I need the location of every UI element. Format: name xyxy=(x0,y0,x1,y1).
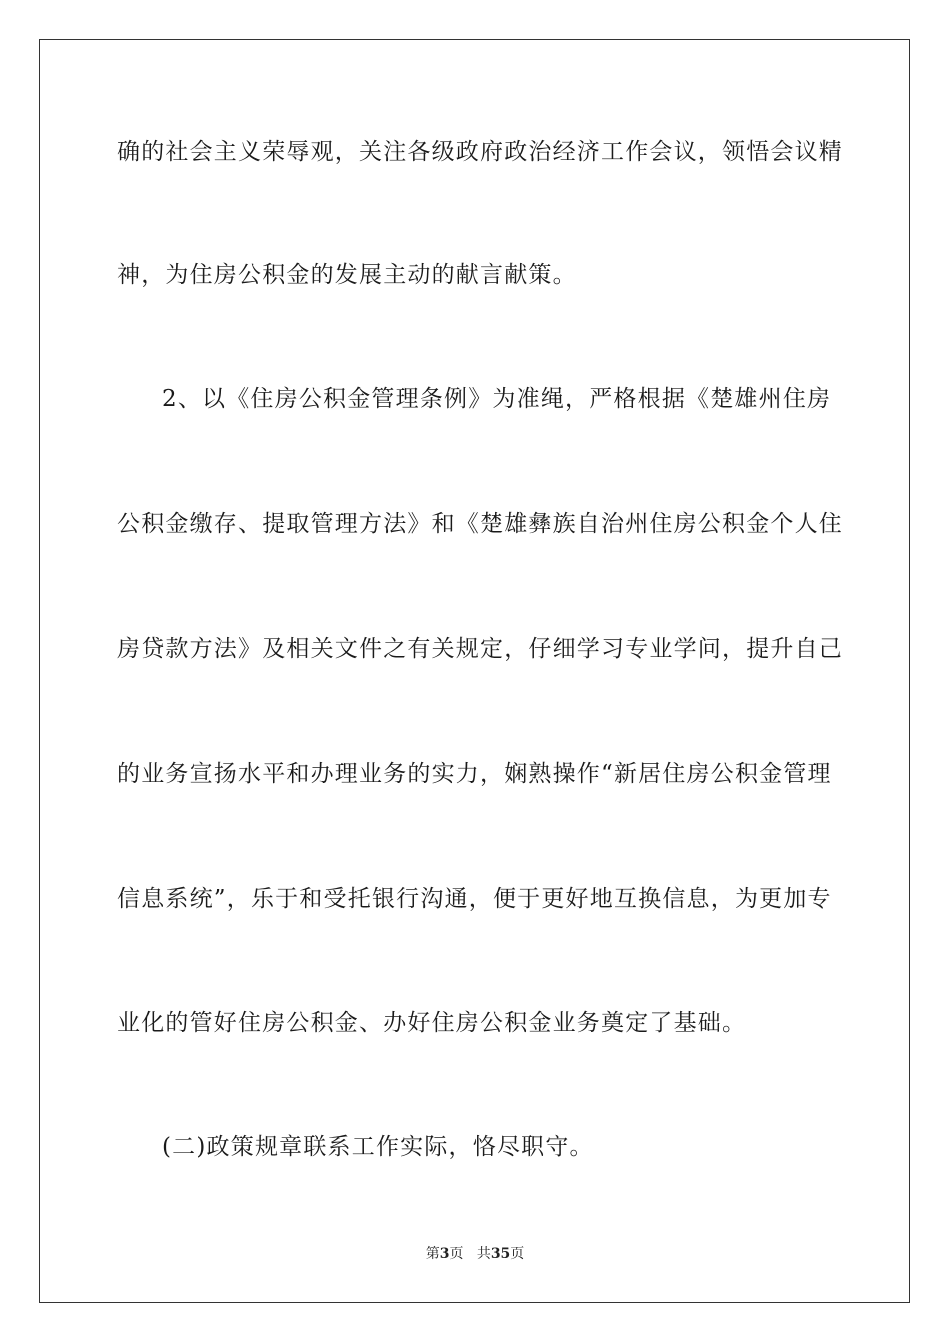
body-line-3: 2、以《住房公积金管理条例》为准绳，严格根据《楚雄州住房 xyxy=(162,386,832,412)
body-line-1: 确的社会主义荣辱观，关注各级政府政治经济工作会议，领悟会议精 xyxy=(117,139,843,165)
total-prefix: 共 xyxy=(476,1246,491,1262)
body-line-7: 信息系统”，乐于和受托银行沟通，便于更好地互换信息，为更加专 xyxy=(117,886,832,912)
page-number: 3 xyxy=(439,1246,450,1262)
page-suffix: 页 xyxy=(449,1246,464,1262)
page-footer xyxy=(0,1245,950,1263)
body-line-4: 公积金缴存、提取管理方法》和《楚雄彝族自治州住房公积金个人住 xyxy=(117,511,843,537)
page-border xyxy=(39,39,910,1303)
body-line-8: 业化的管好住房公积金、办好住房公积金业务奠定了基础。 xyxy=(117,1010,747,1036)
body-line-9: (二)政策规章联系工作实际，恪尽职守。 xyxy=(162,1134,594,1160)
body-line-5: 房贷款方法》及相关文件之有关规定，仔细学习专业学问，提升自己 xyxy=(117,636,843,662)
body-line-2: 神，为住房公积金的发展主动的献言献策。 xyxy=(117,262,577,288)
total-pages: 35 xyxy=(490,1246,511,1262)
page-prefix: 第 xyxy=(425,1246,440,1262)
body-line-6: 的业务宣扬水平和办理业务的实力，娴熟操作“新居住房公积金管理 xyxy=(117,761,832,787)
total-suffix: 页 xyxy=(510,1246,525,1262)
